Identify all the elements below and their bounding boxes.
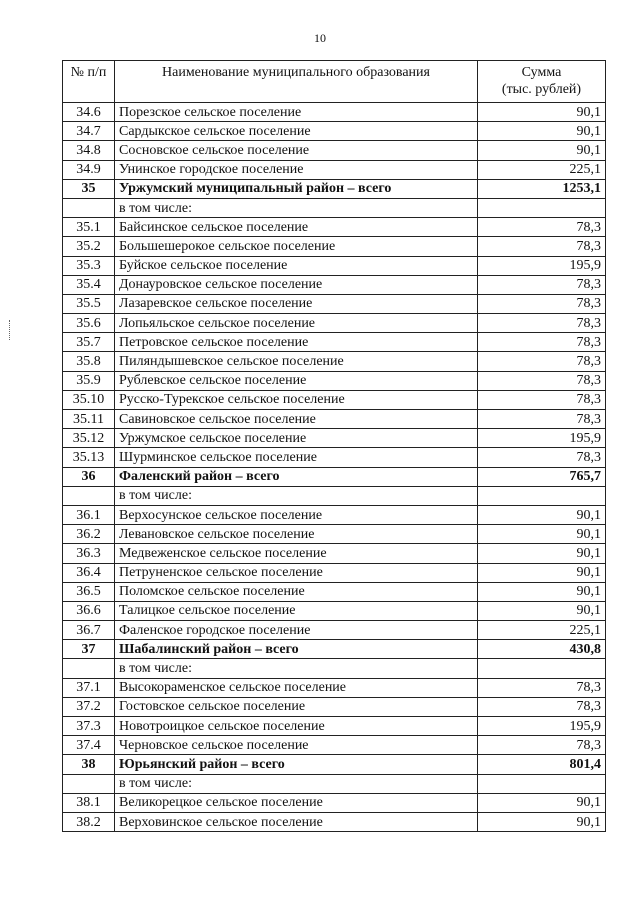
table-row: [63, 429, 606, 448]
row-name: в том числе:: [115, 486, 478, 505]
row-number: 38: [63, 755, 115, 774]
row-name: Рублевское сельское поселение: [115, 371, 478, 390]
row-name: Поломское сельское поселение: [115, 582, 478, 601]
table-row: [63, 352, 606, 371]
page-number: 10: [314, 31, 326, 45]
table-row: [63, 103, 606, 122]
row-sum: 78,3: [478, 697, 606, 716]
row-sum: 765,7: [478, 467, 606, 486]
row-number: 35: [63, 179, 115, 198]
row-name: Верхосунское сельское поселение: [115, 505, 478, 524]
row-sum: 195,9: [478, 256, 606, 275]
table-row: [63, 390, 606, 409]
row-number: 35.10: [63, 390, 115, 409]
row-sum: 195,9: [478, 717, 606, 736]
row-name: Русско-Турекское сельское поселение: [115, 390, 478, 409]
table-row: [63, 160, 606, 179]
table-row: [63, 621, 606, 640]
row-sum: 90,1: [478, 582, 606, 601]
row-name: Черновское сельское поселение: [115, 736, 478, 755]
row-sum: 90,1: [478, 122, 606, 141]
table-row: [63, 294, 606, 313]
row-number: 36: [63, 467, 115, 486]
row-sum: 78,3: [478, 736, 606, 755]
row-name: Лопьяльское сельское поселение: [115, 314, 478, 333]
row-number: 35.9: [63, 371, 115, 390]
table-row: [63, 275, 606, 294]
header-sum: [478, 61, 606, 103]
row-name: Великорецкое сельское поселение: [115, 793, 478, 812]
row-sum: 225,1: [478, 621, 606, 640]
row-name: Лазаревское сельское поселение: [115, 294, 478, 313]
row-name: Буйское сельское поселение: [115, 256, 478, 275]
header-name: Наименование муниципального образования: [115, 61, 478, 103]
row-number: 36.6: [63, 601, 115, 620]
table-row: [63, 333, 606, 352]
row-sum: 78,3: [478, 410, 606, 429]
table-row: [63, 793, 606, 812]
row-sum: 195,9: [478, 429, 606, 448]
row-number: 35.3: [63, 256, 115, 275]
table-body: [63, 103, 606, 832]
table-row: [63, 659, 606, 678]
table-row: [63, 582, 606, 601]
row-sum: [478, 198, 606, 217]
table-row: [63, 601, 606, 620]
table-row: [63, 486, 606, 505]
table-row: [63, 122, 606, 141]
row-number: 37.2: [63, 697, 115, 716]
row-name: Савиновское сельское поселение: [115, 410, 478, 429]
row-number: 35.12: [63, 429, 115, 448]
margin-mark: [9, 320, 12, 340]
row-sum: 78,3: [478, 448, 606, 467]
row-name: Порезское сельское поселение: [115, 103, 478, 122]
row-name: Шурминское сельское поселение: [115, 448, 478, 467]
row-name: Новотроицкое сельское поселение: [115, 717, 478, 736]
row-sum: 90,1: [478, 793, 606, 812]
row-name: Петруненское сельское поселение: [115, 563, 478, 582]
row-name: Левановское сельское поселение: [115, 525, 478, 544]
row-name: Унинское городское поселение: [115, 160, 478, 179]
row-number: 38.1: [63, 793, 115, 812]
row-name: Уржумский муниципальный район – всего: [115, 179, 478, 198]
table-row: [63, 218, 606, 237]
row-name: Верховинское сельское поселение: [115, 812, 478, 831]
row-number: 35.7: [63, 333, 115, 352]
row-number: 35.6: [63, 314, 115, 333]
table-row: [63, 812, 606, 831]
table-row: [63, 410, 606, 429]
row-name: Талицкое сельское поселение: [115, 601, 478, 620]
row-number: [63, 659, 115, 678]
table-row: [63, 774, 606, 793]
table-row: [63, 525, 606, 544]
row-name: Медвеженское сельское поселение: [115, 544, 478, 563]
row-number: 36.3: [63, 544, 115, 563]
table-row: [63, 198, 606, 217]
row-number: 35.1: [63, 218, 115, 237]
row-name: Сардыкское сельское поселение: [115, 122, 478, 141]
row-sum: 1253,1: [478, 179, 606, 198]
row-name: Юрьянский район – всего: [115, 755, 478, 774]
row-sum: 78,3: [478, 390, 606, 409]
row-sum: 78,3: [478, 237, 606, 256]
row-sum: 801,4: [478, 755, 606, 774]
row-number: [63, 774, 115, 793]
table-row: [63, 179, 606, 198]
row-number: 35.5: [63, 294, 115, 313]
row-name: в том числе:: [115, 659, 478, 678]
table-row: [63, 563, 606, 582]
row-number: 35.8: [63, 352, 115, 371]
row-name: Уржумское сельское поселение: [115, 429, 478, 448]
row-name: Шабалинский район – всего: [115, 640, 478, 659]
row-name: в том числе:: [115, 774, 478, 793]
row-number: 35.11: [63, 410, 115, 429]
row-sum: [478, 659, 606, 678]
table-header-row: [63, 61, 606, 103]
table-row: [63, 448, 606, 467]
row-number: 36.2: [63, 525, 115, 544]
table-row: [63, 256, 606, 275]
table-row: [63, 467, 606, 486]
row-number: [63, 486, 115, 505]
row-number: 35.2: [63, 237, 115, 256]
table-row: [63, 544, 606, 563]
row-sum: 90,1: [478, 525, 606, 544]
row-sum: 78,3: [478, 352, 606, 371]
row-number: 37: [63, 640, 115, 659]
row-sum: 430,8: [478, 640, 606, 659]
row-sum: 78,3: [478, 371, 606, 390]
row-number: 38.2: [63, 812, 115, 831]
table-row: [63, 640, 606, 659]
header-sum-line2: (тыс. рублей): [501, 82, 582, 97]
row-number: 35.4: [63, 275, 115, 294]
table-row: [63, 736, 606, 755]
row-sum: 90,1: [478, 141, 606, 160]
table-row: [63, 717, 606, 736]
row-number: 36.7: [63, 621, 115, 640]
table-row: [63, 141, 606, 160]
row-number: 34.8: [63, 141, 115, 160]
table-row: [63, 755, 606, 774]
row-name: Пиляндышевское сельское поселение: [115, 352, 478, 371]
row-sum: 90,1: [478, 563, 606, 582]
row-number: 37.1: [63, 678, 115, 697]
row-sum: 225,1: [478, 160, 606, 179]
row-name: Сосновское сельское поселение: [115, 141, 478, 160]
row-sum: 90,1: [478, 601, 606, 620]
row-name: Гостовское сельское поселение: [115, 697, 478, 716]
row-sum: 90,1: [478, 812, 606, 831]
row-sum: 90,1: [478, 544, 606, 563]
row-number: 34.6: [63, 103, 115, 122]
row-name: Фаленский район – всего: [115, 467, 478, 486]
row-name: Фаленское городское поселение: [115, 621, 478, 640]
row-number: [63, 198, 115, 217]
table-row: [63, 237, 606, 256]
row-sum: 78,3: [478, 294, 606, 313]
row-number: 36.1: [63, 505, 115, 524]
table-row: [63, 371, 606, 390]
row-name: Донауровское сельское поселение: [115, 275, 478, 294]
row-sum: 78,3: [478, 333, 606, 352]
row-sum: 90,1: [478, 505, 606, 524]
row-name: в том числе:: [115, 198, 478, 217]
row-number: 34.9: [63, 160, 115, 179]
table-row: [63, 678, 606, 697]
row-name: Высокораменское сельское поселение: [115, 678, 478, 697]
row-name: Байсинское сельское поселение: [115, 218, 478, 237]
row-sum: 78,3: [478, 678, 606, 697]
row-sum: 78,3: [478, 275, 606, 294]
row-number: 36.5: [63, 582, 115, 601]
header-sum-line1: Сумма: [521, 65, 562, 80]
row-number: 35.13: [63, 448, 115, 467]
row-number: 37.3: [63, 717, 115, 736]
row-name: Петровское сельское поселение: [115, 333, 478, 352]
table-row: [63, 697, 606, 716]
row-sum: 90,1: [478, 103, 606, 122]
row-number: 37.4: [63, 736, 115, 755]
table-row: [63, 505, 606, 524]
header-num: № п/п: [63, 61, 115, 103]
row-name: Большешерокое сельское поселение: [115, 237, 478, 256]
row-number: 36.4: [63, 563, 115, 582]
row-sum: [478, 774, 606, 793]
row-sum: 78,3: [478, 218, 606, 237]
budget-table: [62, 60, 606, 832]
row-number: 34.7: [63, 122, 115, 141]
table-row: [63, 314, 606, 333]
row-sum: 78,3: [478, 314, 606, 333]
row-sum: [478, 486, 606, 505]
